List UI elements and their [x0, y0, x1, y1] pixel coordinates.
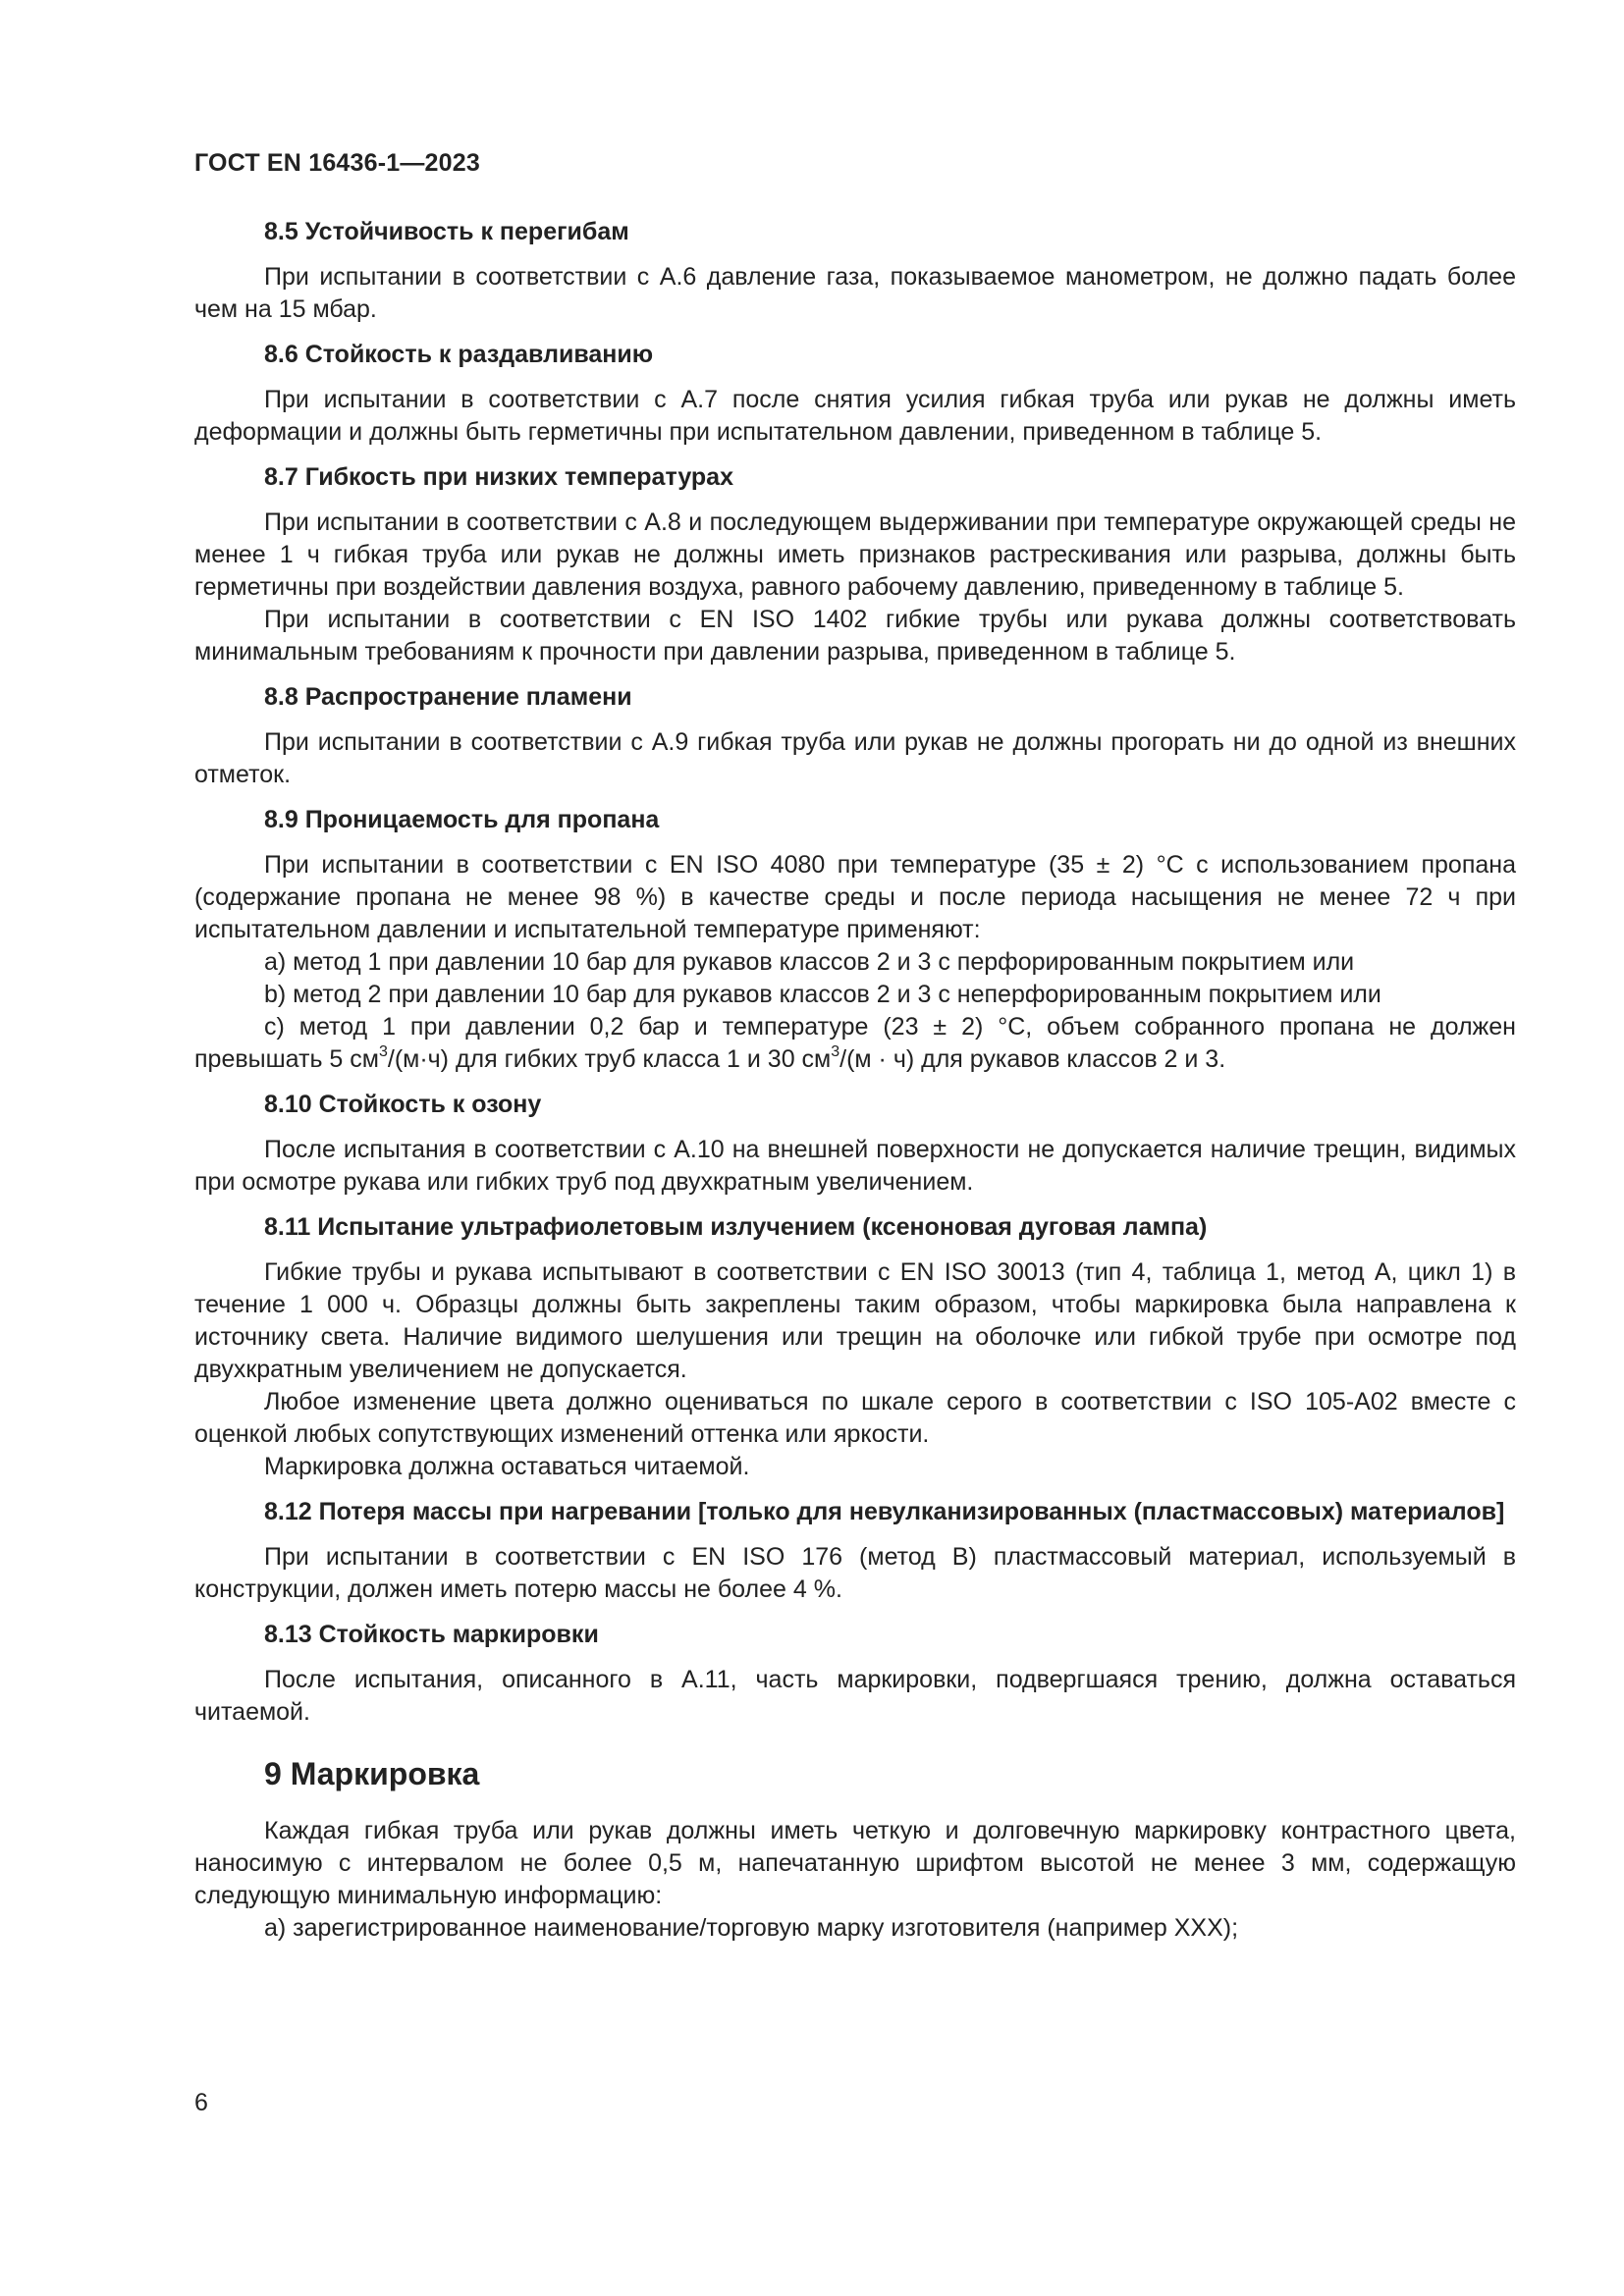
list-item-c-part-2: /(м·ч) для гибких труб класса 1 и 30 см: [387, 1045, 832, 1073]
section-8-7-text-1: При испытании в соответствии с А.8 и последующем выдерживании при температуре окружающей среды не менее 1 ч гибкая труба или рукав не должны иметь признаков растрескивания или разрыва, должны быть герметичны при воздействии давления воздуха, равного рабочему давлению, приведенному в таблице 5.: [194, 508, 1516, 601]
section-9-title: 9 Маркировка: [264, 1756, 480, 1791]
section-8-7-text-2: При испытании в соответствии с EN ISO 1402 гибкие трубы или рукава должны соответствовать минимальным требованиям к прочности при давлении разрыва, приведенном в таблице 5.: [194, 606, 1516, 666]
list-item-c: [194, 1011, 1516, 1076]
document-body: [194, 216, 1516, 1945]
section-8-5-title: 8.5 Устойчивость к перегибам: [264, 218, 629, 245]
section-8-12-text: При испытании в соответствии с EN ISO 176 (метод В) пластмассовый материал, используемый в конструкции, должен иметь потерю массы не более 4 %.: [194, 1543, 1516, 1603]
list-item-c-part-1: c) метод 1 при давлении 0,2 бар и температуре (23 ± 2) °С, объем собранного пропана не должен превышать 5 см: [194, 1013, 1516, 1073]
section-8-5-text: При испытании в соответствии с А.6 давление газа, показываемое манометром, не должно падать более чем на 15 мбар.: [194, 263, 1516, 323]
section-8-7-title: 8.7 Гибкость при низких температурах: [264, 463, 733, 491]
section-8-11-text-2: Любое изменение цвета должно оцениваться по шкале серого в соответствии с ISO 105-A02 вместе с оценкой любых сопутствующих изменений оттенка или яркости.: [194, 1388, 1516, 1448]
section-9-list-item-a: a) зарегистрированное наименование/торговую марку изготовителя (например ХХХ);: [264, 1914, 1239, 1942]
section-8-11-text-1: Гибкие трубы и рукава испытывают в соответствии с EN ISO 30013 (тип 4, таблица 1, метод А, цикл 1) в течение 1 000 ч. Образцы должны быть закреплены таким образом, чтобы маркировка была направлена к источнику света. Наличие видимого шелушения или трещин на оболочке или гибкой трубе при осмотре под двухкратным увеличением не допускается.: [194, 1258, 1516, 1383]
document-code: ГОСТ EN 16436-1—2023: [194, 149, 480, 177]
section-8-8-text: При испытании в соответствии с А.9 гибкая труба или рукав не должны прогорать ни до одной из внешних отметок.: [194, 728, 1516, 788]
section-8-13-title: 8.13 Стойкость маркировки: [264, 1621, 599, 1648]
section-8-11-title: 8.11 Испытание ультрафиолетовым излучением (ксеноновая дуговая лампа): [264, 1213, 1208, 1241]
section-8-10-title: 8.10 Стойкость к озону: [264, 1091, 542, 1118]
section-8-12-title: 8.12 Потеря массы при нагревании [только для невулканизированных (пластмассовых) материалов]: [264, 1498, 1505, 1525]
section-8-9-title: 8.9 Проницаемость для пропана: [264, 806, 660, 833]
section-8-13-text: После испытания, описанного в А.11, часть маркировки, подвергшаяся трению, должна оставаться читаемой.: [194, 1666, 1516, 1726]
section-8-6-title: 8.6 Стойкость к раздавливанию: [264, 341, 654, 368]
superscript-cubic: 3: [378, 1042, 388, 1060]
section-8-8-title: 8.8 Распространение пламени: [264, 683, 632, 711]
page-number: 6: [194, 2089, 208, 2116]
list-item-c-part-3: /(м · ч) для рукавов классов 2 и 3.: [839, 1045, 1226, 1073]
section-8-9-text: При испытании в соответствии с EN ISO 4080 при температуре (35 ± 2) °С с использованием пропана (содержание пропана не менее 98 %) в качестве среды и после периода насыщения не менее 72 ч при испытательном давлении и испытательной температуре применяют:: [194, 851, 1516, 943]
list-item-b: b) метод 2 при давлении 10 бар для рукавов классов 2 и 3 с неперфорированным покрытием или: [264, 981, 1381, 1008]
superscript-cubic-2: 3: [831, 1042, 840, 1060]
list-item-a: a) метод 1 при давлении 10 бар для рукавов классов 2 и 3 с перфорированным покрытием или: [264, 948, 1355, 976]
section-8-6-text: При испытании в соответствии с А.7 после снятия усилия гибкая труба или рукав не должны иметь деформации и должны быть герметичны при испытательном давлении, приведенном в таблице 5.: [194, 386, 1516, 446]
section-8-11-text-3: Маркировка должна оставаться читаемой.: [264, 1453, 750, 1480]
section-8-10-text: После испытания в соответствии с А.10 на внешней поверхности не допускается наличие трещин, видимых при осмотре рукава или гибких труб под двухкратным увеличением.: [194, 1136, 1516, 1196]
section-9-text: Каждая гибкая труба или рукав должны иметь четкую и долговечную маркировку контрастного цвета, наносимую с интервалом не более 0,5 м, напечатанную шрифтом высотой не менее 3 мм, содержащую следующую минимальную информацию:: [194, 1817, 1516, 1909]
